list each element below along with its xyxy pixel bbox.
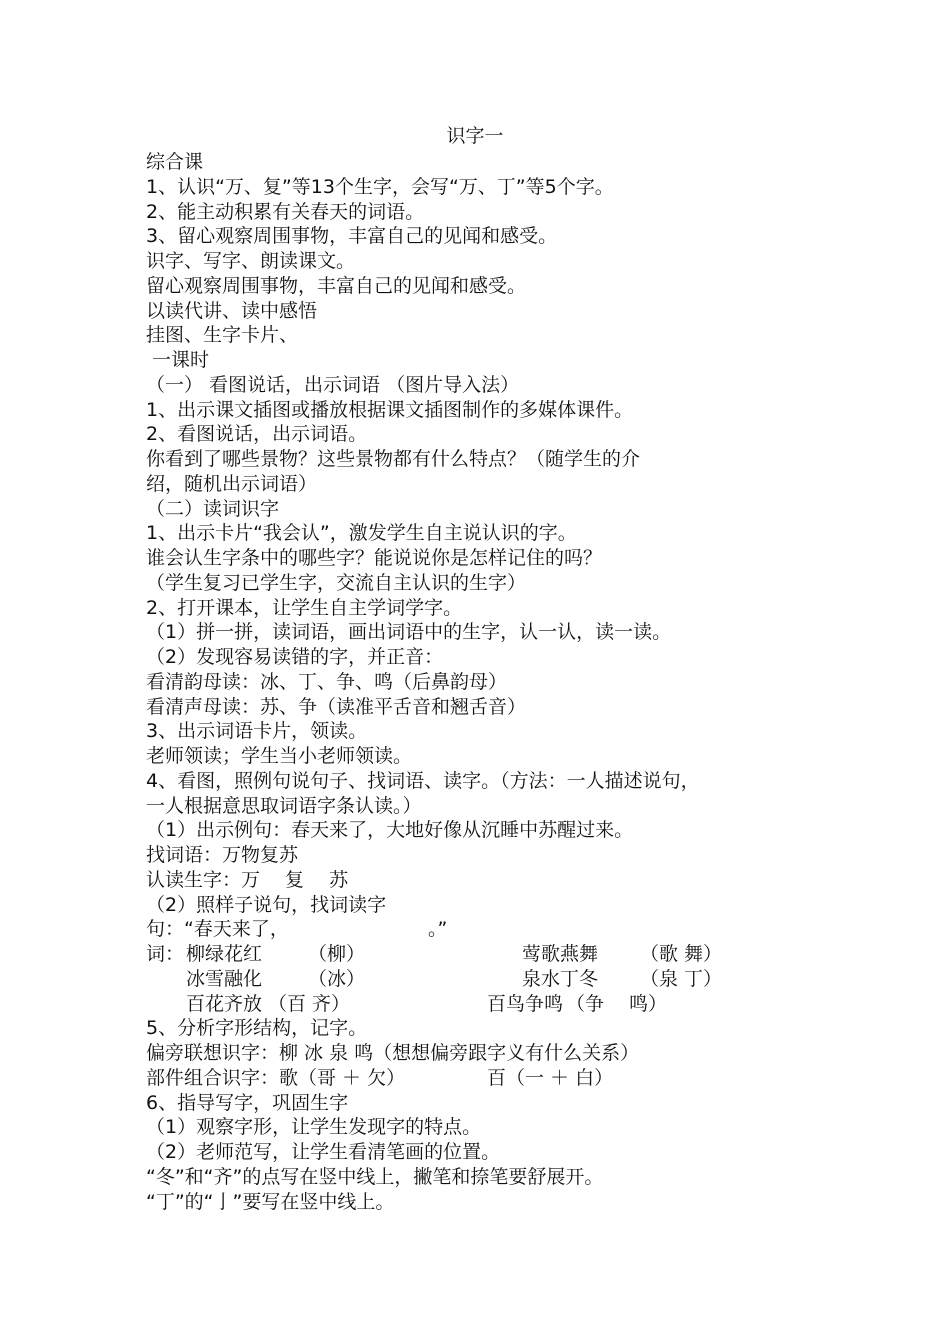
text-line: 你看到了哪些景物？这些景物都有什么特点？（随学生的介 [146, 448, 641, 470]
text-line: 以读代讲、读中感悟 [146, 300, 318, 322]
word-row-word: 百鸟争鸣 [487, 993, 564, 1015]
text-line: 认读生字：万 复 苏 [146, 869, 349, 891]
text-line: 3、出示词语卡片，领读。 [146, 720, 368, 742]
word-row-chars: （百 齐） [268, 993, 351, 1015]
word-row-word: 百花齐放 [186, 993, 263, 1015]
word-row-label: 词： [146, 943, 185, 965]
text-line: 老师领读；学生当小老师领读。 [146, 745, 413, 767]
text-line: （2）发现容易读错的字，并正音： [146, 646, 444, 668]
word-row-chars: （柳） [308, 943, 366, 965]
text-line: 绍，随机出示词语） [146, 473, 318, 495]
text-line: 找词语：万物复苏 [146, 844, 299, 866]
text-line: （1）观察字形，让学生发现字的特点。 [146, 1116, 482, 1138]
word-row-chars: （歌 舞） [640, 943, 723, 965]
sentence-right: 。” [428, 918, 448, 940]
text-line: 5、分析字形结构，记字。 [146, 1017, 368, 1039]
compose-right: 百（一 ＋ 白） [487, 1067, 614, 1089]
word-row-word: 柳绿花红 [186, 943, 263, 965]
word-row-word: 冰雪融化 [186, 968, 263, 990]
text-line: （1）拼一拼，读词语，画出词语中的生字，认一认，读一读。 [146, 621, 672, 643]
document-title: 识字一 [446, 125, 504, 147]
text-line: 2、打开课本，让学生自主学词学字。 [146, 597, 463, 619]
text-line: 一课时 [146, 349, 210, 371]
text-line: 1、出示课文插图或播放根据课文插图制作的多媒体课件。 [146, 399, 634, 421]
text-line: 识字、写字、朗读课文。 [146, 250, 356, 272]
text-line: （1）出示例句：春天来了，大地好像从沉睡中苏醒过来。 [146, 819, 634, 841]
text-line: 6、指导写字，巩固生字 [146, 1092, 349, 1114]
compose-left: 部件组合识字：歌（哥 ＋ 欠） [146, 1067, 406, 1089]
text-line: 2、能主动积累有关春天的词语。 [146, 201, 425, 223]
text-line: 看清声母读：苏、争（读准平舌音和翘舌音） [146, 696, 527, 718]
text-line: （2）照样子说句，找词读字 [146, 894, 387, 916]
text-line: 2、看图说话，出示词语。 [146, 423, 368, 445]
word-row-word: 莺歌燕舞 [522, 943, 599, 965]
word-row-chars: （泉 丁） [640, 968, 723, 990]
word-row-word: 泉水丁冬 [522, 968, 599, 990]
section-heading: （一） 看图说话，出示词语 （图片导入法） [146, 374, 520, 396]
text-line: 偏旁联想识字：柳 冰 泉 鸣（想想偏旁跟字义有什么关系） [146, 1042, 640, 1064]
text-line: 1、认识“万、复”等13个生字，会写“万、丁”等5个字。 [146, 176, 614, 198]
text-line: 综合课 [146, 151, 204, 173]
text-line: 谁会认生字条中的哪些字？能说说你是怎样记住的吗？ [146, 547, 603, 569]
text-line: “冬”和“齐”的点写在竖中线上，撇笔和捺笔要舒展开。 [146, 1166, 604, 1188]
sentence-left: 句：“春天来了， [146, 918, 289, 940]
text-line: 一人根据意思取词语字条认读。） [146, 795, 422, 817]
text-line: 3、留心观察周围事物，丰富自己的见闻和感受。 [146, 225, 558, 247]
word-row-chars: （冰） [308, 968, 366, 990]
text-line: “丁”的“亅”要写在竖中线上。 [146, 1191, 395, 1213]
text-line: 留心观察周围事物，丰富自己的见闻和感受。 [146, 275, 527, 297]
text-line: 看清韵母读：冰、丁、争、鸣（后鼻韵母） [146, 671, 508, 693]
text-line: 挂图、生字卡片、 [146, 324, 299, 346]
text-line: （学生复习已学生字，交流自主认识的生字） [146, 572, 527, 594]
section-heading: （二）读词识字 [146, 498, 280, 520]
text-line: 4、看图，照例句说句子、找词语、读字。（方法：一人描述说句， [146, 770, 700, 792]
text-line: （2）老师范写，让学生看清笔画的位置。 [146, 1141, 501, 1163]
word-row-chars: （争 鸣） [566, 993, 668, 1015]
text-line: 1、出示卡片“我会认”，激发学生自主说认识的字。 [146, 522, 577, 544]
